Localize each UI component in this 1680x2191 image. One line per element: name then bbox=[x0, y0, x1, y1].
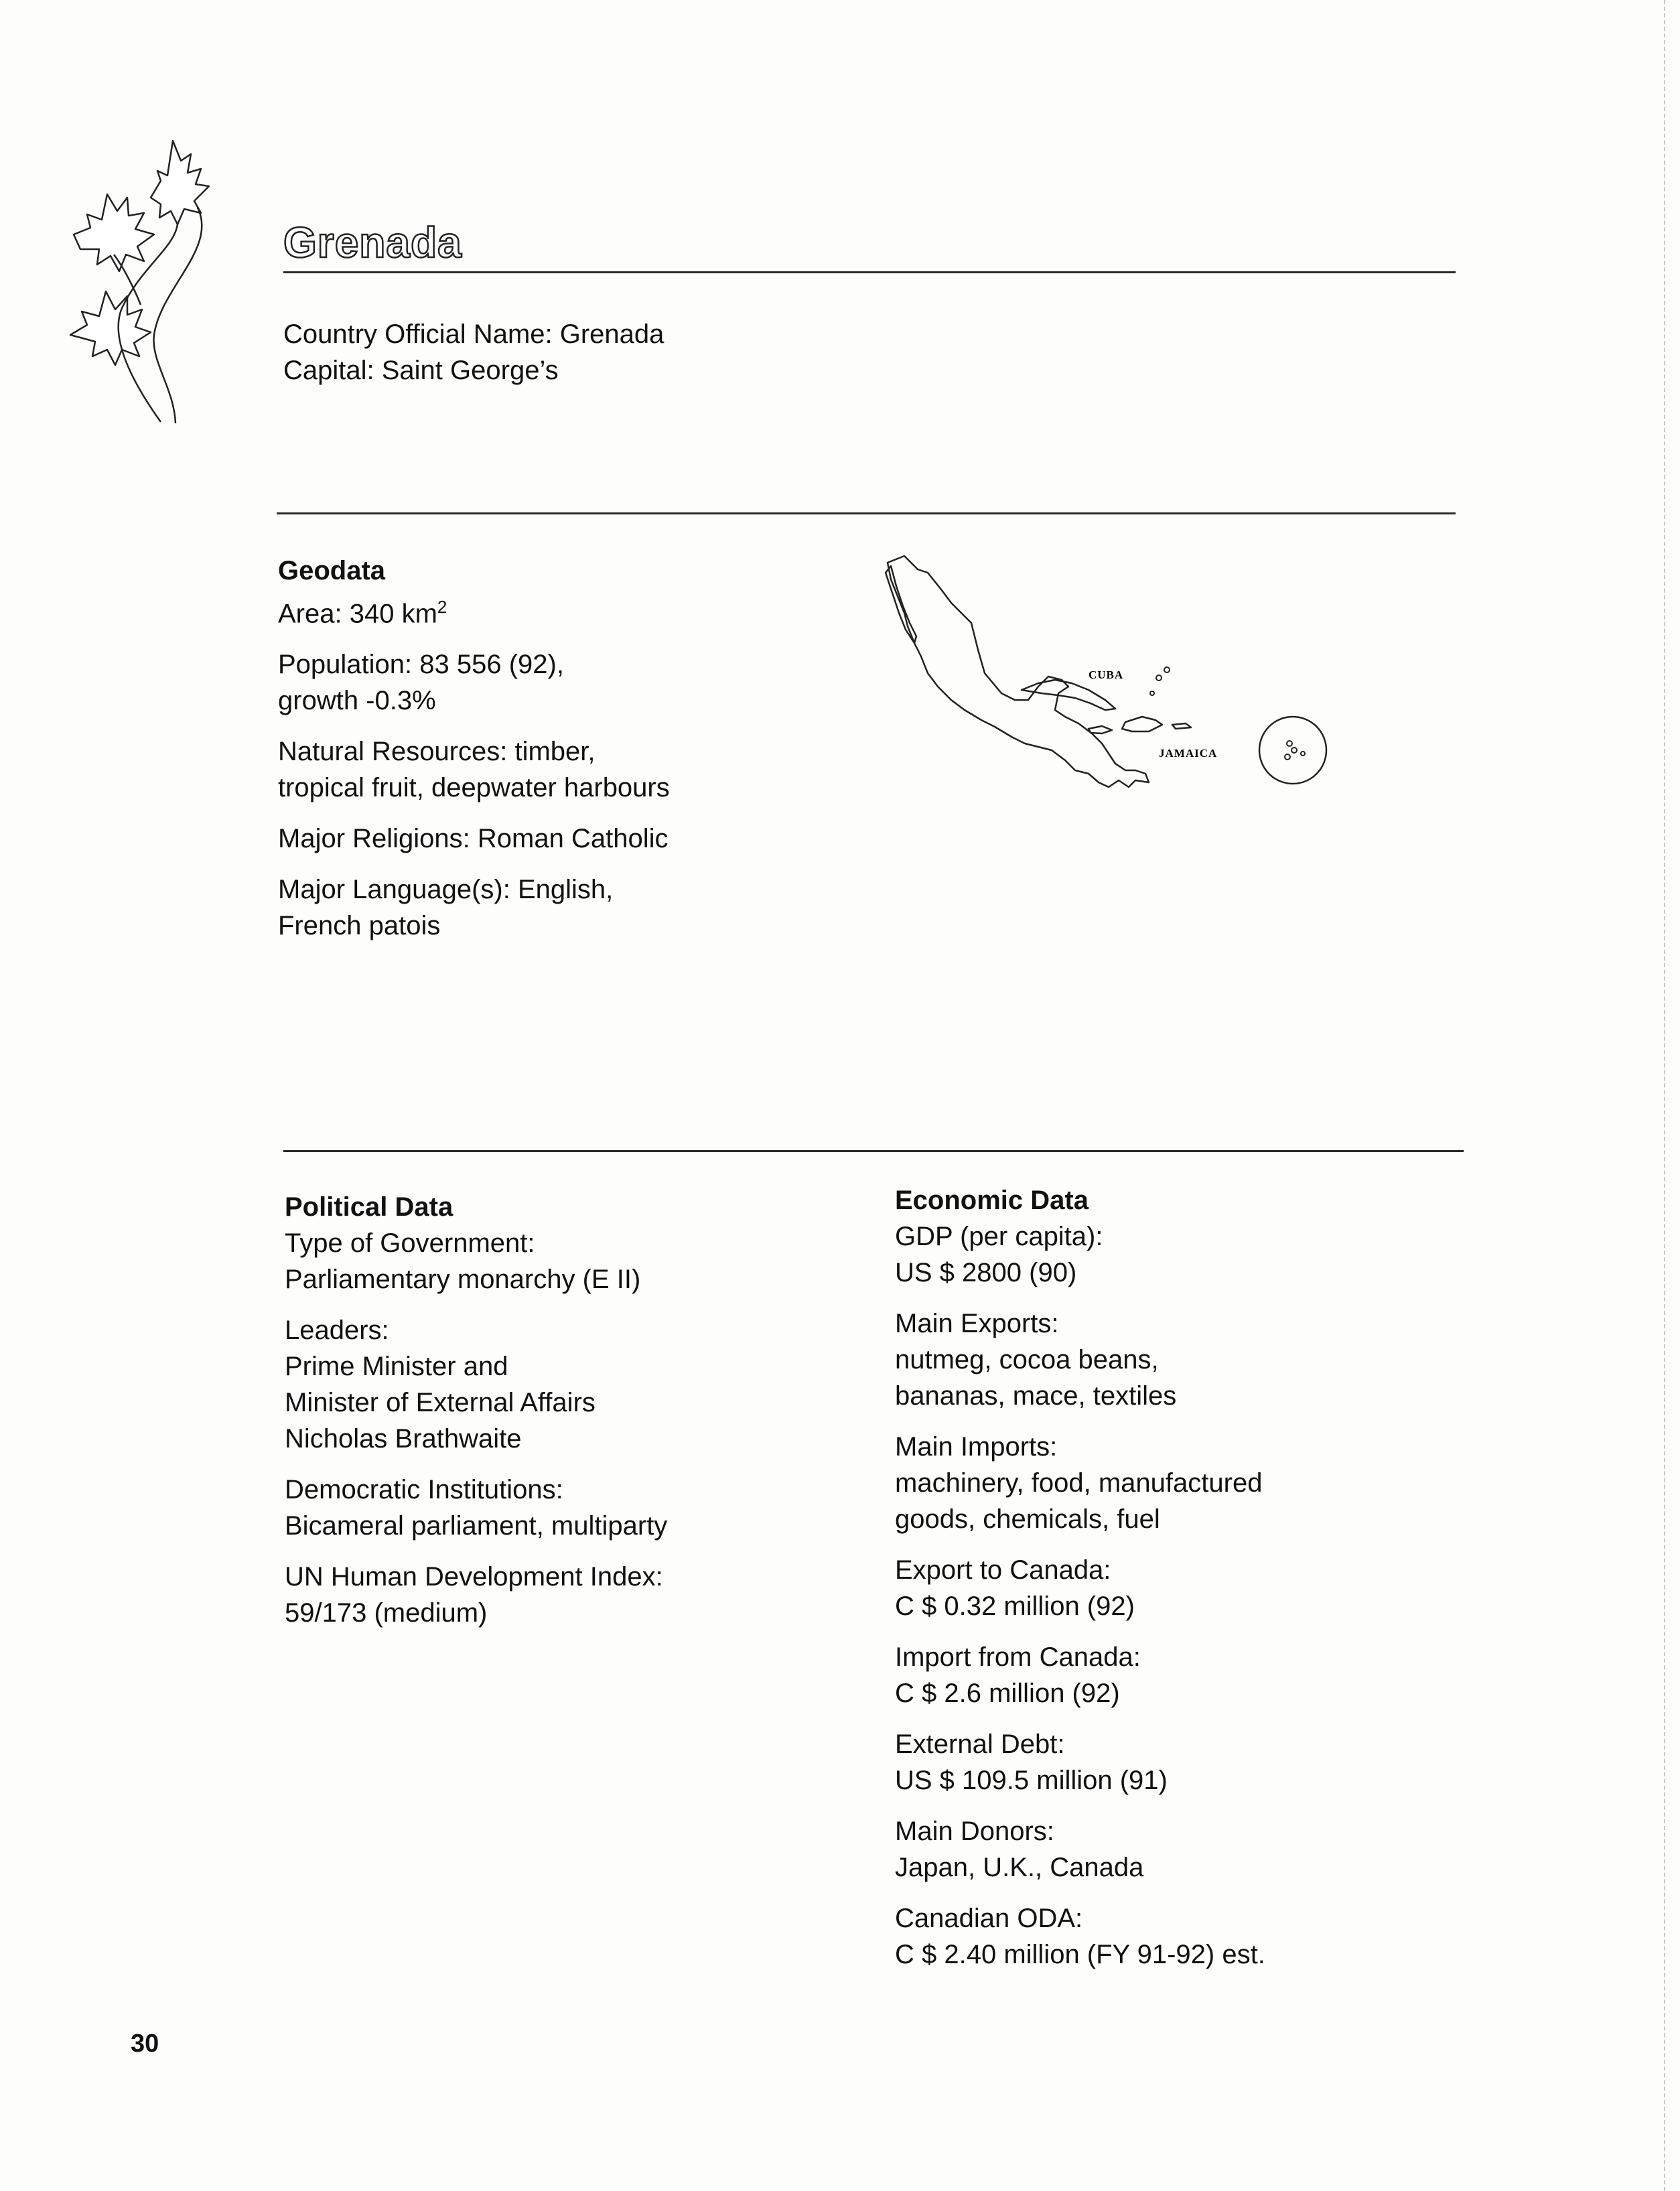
grenada-locator-circle bbox=[1259, 717, 1326, 784]
area-text: Area: 340 km bbox=[278, 599, 437, 629]
export-canada-value: C $ 0.32 million (92) bbox=[895, 1592, 1135, 1621]
section-divider-political bbox=[283, 1150, 1464, 1152]
imports-line-2: goods, chemicals, fuel bbox=[895, 1504, 1160, 1534]
scanned-page-edge bbox=[1664, 0, 1680, 2191]
population-item bbox=[278, 646, 670, 719]
hispaniola-outline bbox=[1122, 717, 1162, 731]
jamaica-outline bbox=[1089, 726, 1112, 733]
gdp-value: US $ 2800 (90) bbox=[895, 1258, 1077, 1287]
hdi-value: 59/173 (medium) bbox=[285, 1598, 488, 1628]
government-label: Type of Government: bbox=[285, 1228, 535, 1258]
government-value: Parliamentary monarchy (E II) bbox=[285, 1265, 641, 1294]
official-name: Country Official Name: Grenada bbox=[283, 320, 664, 349]
resources-line-1: Natural Resources: timber, bbox=[278, 737, 596, 767]
leaders-label: Leaders: bbox=[285, 1316, 389, 1345]
oda-label: Canadian ODA: bbox=[895, 1904, 1083, 1933]
population-line-2: growth -0.3% bbox=[278, 686, 436, 716]
languages-line-1: Major Language(s): English, bbox=[278, 875, 614, 905]
region-map bbox=[878, 549, 1346, 831]
area-item bbox=[278, 589, 670, 632]
puerto-rico-outline bbox=[1172, 723, 1191, 729]
religions-line: Major Religions: Roman Catholic bbox=[278, 824, 669, 854]
gdp-label: GDP (per capita): bbox=[895, 1222, 1103, 1251]
hdi-item bbox=[285, 1559, 667, 1631]
government-item bbox=[285, 1225, 667, 1297]
area-superscript: 2 bbox=[437, 597, 447, 617]
religions-item bbox=[278, 821, 670, 857]
geodata-section bbox=[278, 553, 670, 959]
section-divider-geodata bbox=[277, 512, 1456, 514]
donors-value: Japan, U.K., Canada bbox=[895, 1853, 1144, 1882]
resources-line-2: tropical fruit, deepwater harbours bbox=[278, 773, 670, 803]
leaders-line-1: Prime Minister and bbox=[285, 1352, 508, 1381]
oda-item bbox=[895, 1900, 1265, 1973]
donors-label: Main Donors: bbox=[895, 1817, 1054, 1846]
import-canada-item bbox=[895, 1639, 1265, 1711]
imports-label: Main Imports: bbox=[895, 1432, 1058, 1462]
debt-value: US $ 109.5 million (91) bbox=[895, 1766, 1168, 1795]
exports-item bbox=[895, 1305, 1265, 1414]
map-label-cuba: CUBA bbox=[1089, 668, 1124, 681]
exports-line-1: nutmeg, cocoa beans, bbox=[895, 1345, 1159, 1374]
leaders-item bbox=[285, 1312, 667, 1457]
political-heading: Political Data bbox=[285, 1192, 453, 1222]
country-title: Grenada bbox=[283, 218, 462, 267]
debt-label: External Debt: bbox=[895, 1729, 1065, 1759]
political-section bbox=[285, 1189, 667, 1646]
exports-label: Main Exports: bbox=[895, 1309, 1059, 1338]
institutions-value: Bicameral parliament, multiparty bbox=[285, 1511, 668, 1541]
languages-item bbox=[278, 871, 670, 944]
leaders-line-3: Nicholas Brathwaite bbox=[285, 1424, 522, 1454]
maple-leaf-ornament bbox=[60, 134, 221, 429]
import-canada-label: Import from Canada: bbox=[895, 1642, 1141, 1672]
languages-line-2: French patois bbox=[278, 911, 441, 941]
map-label-jamaica: JAMAICA bbox=[1159, 747, 1218, 760]
economic-heading: Economic Data bbox=[895, 1186, 1089, 1215]
hdi-label: UN Human Development Index: bbox=[285, 1562, 663, 1592]
institutions-item bbox=[285, 1472, 667, 1544]
geodata-heading: Geodata bbox=[278, 556, 386, 585]
import-canada-value: C $ 2.6 million (92) bbox=[895, 1679, 1120, 1708]
resources-item bbox=[278, 733, 670, 806]
debt-item bbox=[895, 1726, 1265, 1798]
population-line-1: Population: 83 556 (92), bbox=[278, 650, 564, 680]
country-header-info bbox=[283, 316, 664, 388]
institutions-label: Democratic Institutions: bbox=[285, 1475, 563, 1504]
title-divider bbox=[283, 271, 1456, 273]
export-canada-label: Export to Canada: bbox=[895, 1555, 1111, 1585]
oda-value: C $ 2.40 million (FY 91-92) est. bbox=[895, 1940, 1265, 1969]
cuba-outline bbox=[1022, 680, 1115, 710]
page-number: 30 bbox=[131, 2030, 159, 2058]
donors-item bbox=[895, 1813, 1265, 1886]
leaders-line-2: Minister of External Affairs bbox=[285, 1388, 596, 1417]
imports-item bbox=[895, 1429, 1265, 1537]
export-canada-item bbox=[895, 1552, 1265, 1624]
capital: Capital: Saint George’s bbox=[283, 356, 559, 385]
exports-line-2: bananas, mace, textiles bbox=[895, 1381, 1177, 1411]
gdp-item bbox=[895, 1218, 1265, 1291]
imports-line-1: machinery, food, manufactured bbox=[895, 1468, 1263, 1498]
economic-section bbox=[895, 1182, 1265, 1987]
